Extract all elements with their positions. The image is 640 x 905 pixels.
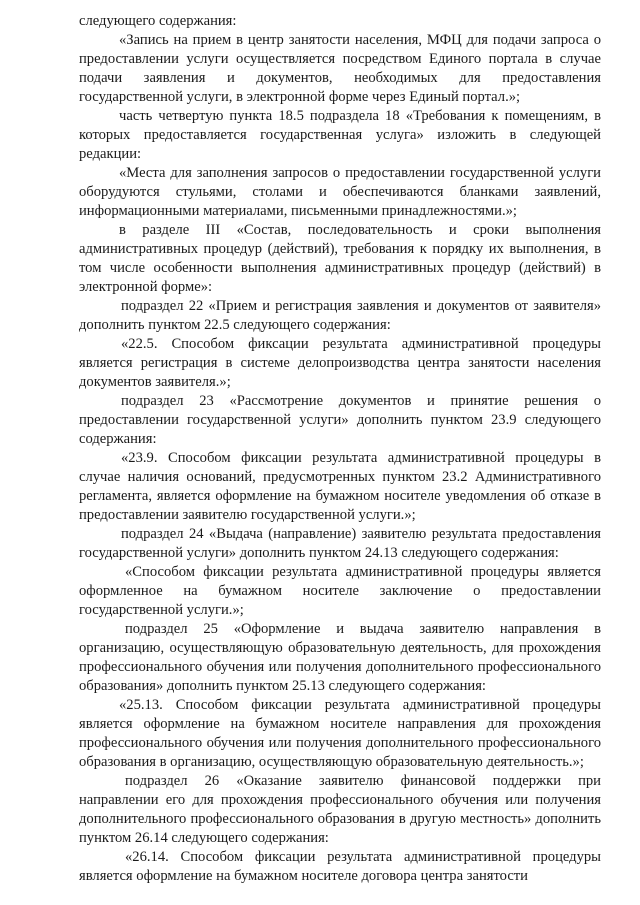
paragraph-2: «Запись на прием в центр занятости населения, МФЦ для подачи запроса о предоставлении услуги осуществляется посредством Единого портала в случае подачи заявления и документов, необходимых для предоставления государственной услуги, в электронной форме через Единый портал.»; [79,32,601,105]
paragraph-8: подраздел 23 «Рассмотрение документов и принятие решения о предоставлении государственной услуги» дополнить пунктом 23.9 следующего содержания: [79,393,601,447]
document-page [79,12,601,886]
paragraph-1: следующего содержания: [79,13,237,29]
paragraph-6: подраздел 22 «Прием и регистрация заявления и документов от заявителя» дополнить пунктом 22.5 следующего содержания: [79,298,601,333]
paragraph-9: «23.9. Способом фиксации результата административной процедуры в случае наличия оснований, предусмотренных пунктом 23.2 Административного регламента, является оформление на бумажном носителе уведомления об отказе в предоставлении заявителю государственной услуги.»; [79,450,601,523]
paragraph-12: подраздел 25 «Оформление и выдача заявителю направления в организацию, осуществляющую образовательную деятельность, для прохождения профессионального обучения или получения дополнительного профессионального образования» дополнить пунктом 25.13 следующего содержания: [79,621,601,694]
paragraph-10: подраздел 24 «Выдача (направление) заявителю результата предоставления государственной услуги» дополнить пунктом 24.13 следующего содержания: [79,526,601,561]
paragraph-7: «22.5. Способом фиксации результата административной процедуры является регистрация в системе делопроизводства центра занятости населения документов заявителя.»; [79,336,601,390]
paragraph-15: «26.14. Способом фиксации результата административной процедуры является оформление на бумажном носителе договора центра занятости [79,849,601,884]
paragraph-5: в разделе III «Состав, последовательность и сроки выполнения административных процедур (действий), требования к порядку их выполнения, в том числе особенности выполнения административных процедур (действий) в электронной форме»: [79,222,601,295]
paragraph-3: часть четвертую пункта 18.5 подраздела 18 «Требования к помещениям, в которых предоставляется государственная услуга» изложить в следующей редакции: [79,108,601,162]
paragraph-14: подраздел 26 «Оказание заявителю финансовой поддержки при направлении его для прохождения профессионального обучения или получения дополнительного профессионального образования в другую местность» дополнить пунктом 26.14 следующего содержания: [79,773,601,846]
paragraph-13: «25.13. Способом фиксации результата административной процедуры является оформление на бумажном носителе направления для прохождения профессионального обучения или получения дополнительного профессионального образования в организацию, осуществляющую образовательную деятельность.»; [79,697,601,770]
paragraph-4: «Места для заполнения запросов о предоставлении государственной услуги оборудуются стульями, столами и обеспечиваются бланками заявлений, информационными материалами, письменными принадлежностями.»; [79,165,601,219]
paragraph-11: «Способом фиксации результата административной процедуры является оформленное на бумажном носителе заключение о предоставлении государственной услуги.»; [79,564,601,618]
